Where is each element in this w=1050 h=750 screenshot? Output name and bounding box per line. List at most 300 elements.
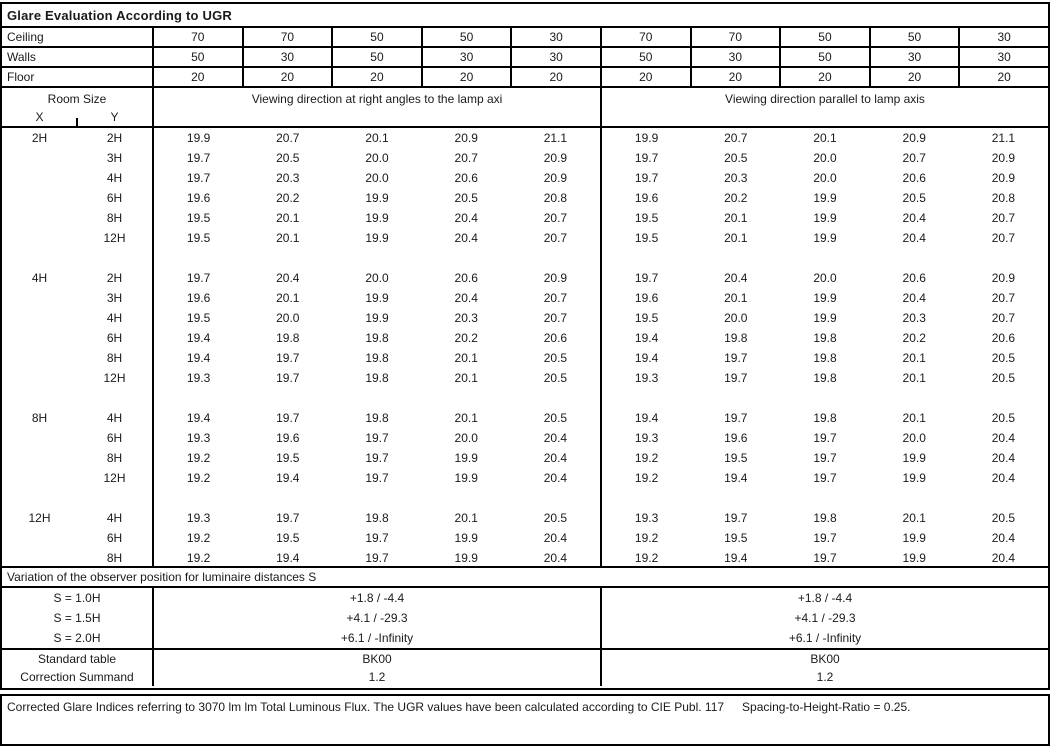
variation-label: S = 1.0H	[2, 588, 154, 608]
ugr-value: 20.1	[454, 511, 478, 525]
ugr-row	[154, 228, 600, 248]
ugr-value: 20.7	[991, 311, 1016, 325]
ugr-value: 19.8	[365, 371, 389, 385]
ugr-value: 20.1	[902, 351, 926, 365]
ugr-row	[602, 248, 1048, 268]
surface-value: 70	[692, 28, 782, 46]
ugr-value: 19.7	[365, 471, 389, 485]
ugr-value: 19.9	[365, 191, 389, 205]
ugr-value: 20.3	[276, 171, 300, 185]
room-size-row	[2, 308, 152, 328]
ugr-value: 19.9	[186, 131, 211, 145]
ugr-value: 20.7	[991, 231, 1016, 245]
room-y-label: 4H	[106, 511, 123, 525]
xy-divider-tick	[76, 118, 78, 126]
ugr-row	[602, 468, 1048, 488]
ugr-value: 19.7	[276, 511, 300, 525]
surface-value: 20	[781, 68, 871, 86]
variation-rows	[2, 588, 1048, 648]
ugr-value: 20.0	[813, 271, 837, 285]
ugr-row	[154, 548, 600, 568]
ugr-value: 19.9	[454, 551, 478, 565]
ugr-value: 20.7	[543, 311, 568, 325]
ugr-value: 19.3	[186, 511, 211, 525]
table-header-row	[2, 88, 1048, 128]
summary-label: Standard table	[2, 650, 154, 668]
ugr-value: 19.2	[634, 551, 659, 565]
surface-value: 50	[333, 48, 423, 66]
ugr-value: 20.2	[454, 331, 478, 345]
ugr-value: 20.5	[454, 191, 478, 205]
room-size-row	[2, 548, 152, 568]
ugr-value: 20.1	[813, 131, 837, 145]
ugr-value: 19.8	[365, 351, 389, 365]
ugr-value: 20.4	[276, 271, 300, 285]
surface-rows	[2, 28, 1048, 88]
ugr-value: 20.4	[543, 471, 568, 485]
ugr-value: 20.4	[454, 231, 478, 245]
room-size-row	[2, 348, 152, 368]
footer-text: Corrected Glare Indices referring to 3070 lm lm Total Luminous Flux. The UGR values have been calculated according to CIE Publ. 117	[7, 700, 725, 714]
ugr-value: 20.0	[365, 151, 389, 165]
ugr-value: 21.1	[991, 131, 1016, 145]
ugr-value: 20.4	[902, 211, 926, 225]
ugr-value: 20.4	[543, 431, 568, 445]
surface-value: 30	[512, 28, 602, 46]
ugr-value: 20.2	[724, 191, 748, 205]
ugr-value: 20.5	[991, 371, 1016, 385]
ugr-values-left-half	[154, 128, 602, 566]
ugr-value: 19.8	[813, 331, 837, 345]
ugr-value: 20.5	[543, 411, 568, 425]
ugr-value: 19.9	[902, 471, 926, 485]
surface-value: 70	[244, 28, 334, 46]
ugr-value: 20.3	[454, 311, 478, 325]
ugr-value: 19.5	[276, 531, 300, 545]
ugr-row	[602, 428, 1048, 448]
ugr-value: 19.4	[634, 411, 659, 425]
ugr-value: 20.7	[276, 131, 300, 145]
ugr-value: 19.7	[365, 451, 389, 465]
room-y-label: 4H	[106, 171, 123, 185]
ugr-row	[154, 308, 600, 328]
room-size-row	[2, 528, 152, 548]
ugr-value: 20.5	[543, 511, 568, 525]
ugr-value: 19.4	[276, 471, 300, 485]
ugr-value: 20.9	[902, 131, 926, 145]
ugr-value: 20.8	[543, 191, 568, 205]
ugr-row	[154, 508, 600, 528]
ugr-row	[154, 268, 600, 288]
ugr-value: 20.7	[543, 291, 568, 305]
ugr-value: 20.4	[902, 231, 926, 245]
room-y-label: 6H	[106, 331, 123, 345]
ugr-value: 20.1	[276, 291, 300, 305]
ugr-value: 19.2	[186, 531, 211, 545]
surface-value: 50	[602, 48, 692, 66]
ugr-row	[602, 208, 1048, 228]
summary-row	[2, 650, 1048, 668]
ugr-value: 19.9	[813, 191, 837, 205]
ugr-value: 19.9	[634, 131, 659, 145]
ugr-value: 19.2	[186, 551, 211, 565]
ugr-row	[154, 448, 600, 468]
ugr-value: 19.4	[724, 471, 748, 485]
room-size-row	[2, 488, 152, 508]
ugr-value: 20.7	[543, 211, 568, 225]
ugr-value: 19.6	[634, 191, 659, 205]
room-y-label: 8H	[106, 351, 123, 365]
ugr-value: 20.7	[991, 291, 1016, 305]
ugr-row	[154, 208, 600, 228]
surface-value: 20	[333, 68, 423, 86]
room-x-label: 2H	[31, 131, 48, 145]
ugr-value: 20.1	[454, 371, 478, 385]
ugr-row	[602, 228, 1048, 248]
ugr-row	[602, 288, 1048, 308]
ugr-value: 19.9	[902, 551, 926, 565]
ugr-value: 20.0	[365, 171, 389, 185]
ugr-value: 19.5	[724, 451, 748, 465]
ugr-value: 20.0	[902, 431, 926, 445]
ugr-value: 20.4	[991, 531, 1016, 545]
ugr-value: 21.1	[543, 131, 568, 145]
ugr-value: 19.9	[365, 231, 389, 245]
footer-note	[0, 694, 1050, 746]
room-y-label: 6H	[106, 191, 123, 205]
ugr-value: 20.1	[724, 211, 748, 225]
table-title: Glare Evaluation According to UGR	[2, 4, 1048, 28]
surface-value: 50	[333, 28, 423, 46]
ugr-value: 20.3	[902, 311, 926, 325]
variation-value-left: +4.1 / -29.3	[154, 608, 602, 628]
ugr-value: 20.6	[902, 171, 926, 185]
ugr-value: 19.5	[186, 231, 211, 245]
ugr-row	[602, 368, 1048, 388]
room-x-label: 8H	[31, 411, 48, 425]
ugr-value: 20.0	[454, 431, 478, 445]
surface-value: 50	[781, 48, 871, 66]
ugr-value: 20.9	[454, 131, 478, 145]
ugr-value: 20.4	[991, 431, 1016, 445]
ugr-row	[154, 128, 600, 148]
ugr-data-area	[2, 128, 1048, 568]
surface-label: Floor	[2, 68, 154, 86]
room-size-row	[2, 408, 152, 428]
ugr-row	[602, 188, 1048, 208]
ugr-value: 20.7	[543, 231, 568, 245]
surface-value: 50	[423, 28, 513, 46]
ugr-value: 19.9	[454, 471, 478, 485]
summary-rows	[2, 648, 1048, 688]
room-y-label: 6H	[106, 531, 123, 545]
room-size-row	[2, 168, 152, 188]
ugr-value: 19.8	[813, 351, 837, 365]
surface-value: 30	[692, 48, 782, 66]
ugr-value: 19.8	[813, 511, 837, 525]
ugr-value: 19.3	[634, 371, 659, 385]
ugr-value: 19.5	[724, 531, 748, 545]
ugr-value: 19.9	[902, 451, 926, 465]
surface-row	[2, 48, 1048, 68]
ugr-value: 19.7	[724, 411, 748, 425]
room-size-header	[2, 88, 154, 126]
surface-value: 20	[692, 68, 782, 86]
ugr-value: 20.6	[543, 331, 568, 345]
ugr-row	[154, 348, 600, 368]
variation-value-right: +4.1 / -29.3	[794, 611, 856, 625]
ugr-row	[154, 428, 600, 448]
ugr-value: 20.1	[454, 351, 478, 365]
room-size-label: Room Size	[47, 92, 107, 106]
ugr-value: 20.7	[724, 131, 748, 145]
ugr-value: 19.3	[186, 431, 211, 445]
surface-value: 30	[997, 30, 1011, 44]
ugr-value: 19.8	[365, 411, 389, 425]
ugr-value: 20.2	[902, 331, 926, 345]
surface-value: 20	[997, 70, 1011, 84]
ugr-row	[154, 188, 600, 208]
ugr-row	[602, 128, 1048, 148]
surface-row	[2, 68, 1048, 88]
surface-value: 50	[871, 28, 961, 46]
ugr-value: 19.5	[186, 211, 211, 225]
room-size-row	[2, 128, 152, 148]
ugr-row	[602, 508, 1048, 528]
ugr-value: 19.8	[813, 411, 837, 425]
ugr-row	[154, 408, 600, 428]
ugr-value: 19.7	[724, 351, 748, 365]
ugr-row	[154, 488, 600, 508]
ugr-value: 19.7	[724, 511, 748, 525]
surface-value: 20	[423, 68, 513, 86]
ugr-value: 19.6	[276, 431, 300, 445]
ugr-value: 20.8	[991, 191, 1016, 205]
ugr-row	[602, 148, 1048, 168]
ugr-value: 20.5	[543, 351, 568, 365]
ugr-value: 20.4	[454, 211, 478, 225]
surface-value: 70	[154, 28, 244, 46]
ugr-value: 20.9	[991, 271, 1016, 285]
room-size-row	[2, 388, 152, 408]
ugr-value: 19.3	[634, 511, 659, 525]
ugr-table	[0, 2, 1050, 690]
ugr-value: 19.5	[634, 211, 659, 225]
ugr-value: 19.4	[724, 551, 748, 565]
room-y-label: 12H	[103, 371, 126, 385]
ugr-value: 20.9	[543, 271, 568, 285]
ugr-value: 19.9	[813, 311, 837, 325]
summary-label: Correction Summand	[2, 668, 154, 686]
ugr-value: 20.5	[902, 191, 926, 205]
ugr-value: 19.7	[813, 451, 837, 465]
ugr-value: 19.4	[186, 331, 211, 345]
room-size-row	[2, 288, 152, 308]
ugr-value: 19.2	[186, 471, 211, 485]
ugr-value: 19.5	[634, 311, 659, 325]
ugr-value: 20.5	[991, 351, 1016, 365]
room-size-row	[2, 428, 152, 448]
summary-value-left: 1.2	[154, 668, 602, 686]
surface-value: 30	[871, 48, 961, 66]
variation-row	[2, 628, 1048, 648]
room-y-label: 12H	[103, 231, 126, 245]
summary-row	[2, 668, 1048, 686]
room-size-row	[2, 468, 152, 488]
room-size-row	[2, 188, 152, 208]
footer-ratio-text: Spacing-to-Height-Ratio = 0.25.	[742, 700, 911, 714]
ugr-value: 20.6	[454, 271, 478, 285]
ugr-value: 20.4	[991, 451, 1016, 465]
ugr-value: 20.4	[543, 551, 568, 565]
ugr-row	[602, 388, 1048, 408]
ugr-value: 20.5	[543, 371, 568, 385]
ugr-value: 20.9	[991, 151, 1016, 165]
ugr-row	[154, 468, 600, 488]
ugr-value: 19.7	[634, 271, 659, 285]
ugr-value: 19.7	[365, 531, 389, 545]
ugr-value: 19.5	[634, 231, 659, 245]
surface-label: Ceiling	[2, 28, 154, 46]
ugr-value: 19.7	[276, 351, 300, 365]
ugr-value: 19.9	[365, 291, 389, 305]
ugr-row	[602, 488, 1048, 508]
ugr-row	[154, 368, 600, 388]
ugr-row	[602, 348, 1048, 368]
room-size-row	[2, 508, 152, 528]
viewing-direction-left-header: Viewing direction at right angles to the lamp axi	[154, 88, 602, 126]
ugr-value: 19.9	[365, 211, 389, 225]
ugr-value: 20.0	[724, 311, 748, 325]
ugr-value: 19.9	[813, 211, 837, 225]
ugr-value: 19.7	[813, 551, 837, 565]
ugr-value: 20.7	[991, 211, 1016, 225]
room-x-label: 12H	[28, 511, 51, 525]
viewing-direction-right-header: Viewing direction parallel to lamp axis	[725, 92, 925, 106]
ugr-value: 19.3	[634, 431, 659, 445]
variation-label: S = 2.0H	[2, 628, 154, 648]
ugr-value: 20.1	[276, 211, 300, 225]
ugr-row	[154, 148, 600, 168]
ugr-value: 19.7	[813, 531, 837, 545]
room-y-label: 8H	[106, 551, 123, 565]
ugr-value: 20.9	[991, 171, 1016, 185]
ugr-value: 19.4	[634, 331, 659, 345]
ugr-value: 19.7	[186, 271, 211, 285]
ugr-value: 20.6	[454, 171, 478, 185]
ugr-row	[602, 548, 1048, 568]
ugr-value: 20.7	[902, 151, 926, 165]
ugr-value: 19.8	[365, 511, 389, 525]
ugr-value: 20.2	[276, 191, 300, 205]
ugr-value: 20.1	[724, 291, 748, 305]
surface-value: 30	[512, 48, 602, 66]
surface-value: 50	[781, 28, 871, 46]
room-size-row	[2, 228, 152, 248]
ugr-value: 20.1	[902, 411, 926, 425]
room-y-label: 2H	[106, 131, 123, 145]
ugr-value: 20.4	[991, 471, 1016, 485]
room-y-label: 4H	[106, 311, 123, 325]
ugr-value: 20.0	[276, 311, 300, 325]
ugr-value: 20.4	[902, 291, 926, 305]
surface-value: 20	[871, 68, 961, 86]
x-column-label: X	[35, 110, 44, 124]
surface-label: Walls	[2, 48, 154, 66]
ugr-value: 19.4	[186, 351, 211, 365]
room-y-label: 4H	[106, 411, 123, 425]
surface-value: 20	[244, 68, 334, 86]
variation-section-header: Variation of the observer position for luminaire distances S	[2, 568, 1048, 588]
y-column-label: Y	[110, 110, 119, 124]
ugr-row	[602, 448, 1048, 468]
surface-row	[2, 28, 1048, 48]
ugr-value: 19.4	[276, 551, 300, 565]
room-y-label: 6H	[106, 431, 123, 445]
ugr-value: 19.7	[724, 371, 748, 385]
ugr-value: 19.8	[276, 331, 300, 345]
variation-label: S = 1.5H	[2, 608, 154, 628]
surface-value: 30	[997, 50, 1011, 64]
surface-value: 20	[154, 68, 244, 86]
ugr-value: 19.8	[813, 371, 837, 385]
ugr-value: 19.7	[365, 431, 389, 445]
variation-value-left: +6.1 / -Infinity	[154, 628, 602, 648]
summary-value-right: BK00	[810, 652, 840, 666]
ugr-value: 20.3	[724, 171, 748, 185]
ugr-row	[154, 168, 600, 188]
ugr-row	[602, 268, 1048, 288]
ugr-value: 20.4	[991, 551, 1016, 565]
ugr-value: 19.9	[813, 291, 837, 305]
room-size-row	[2, 368, 152, 388]
ugr-value: 19.9	[454, 531, 478, 545]
ugr-value: 20.1	[454, 411, 478, 425]
ugr-row	[602, 528, 1048, 548]
room-size-row	[2, 248, 152, 268]
ugr-value: 19.9	[902, 531, 926, 545]
ugr-value: 20.4	[454, 291, 478, 305]
variation-value-right: +6.1 / -Infinity	[788, 631, 862, 645]
ugr-value: 19.4	[634, 351, 659, 365]
ugr-value: 19.2	[634, 471, 659, 485]
ugr-value: 19.7	[186, 151, 211, 165]
surface-value: 20	[602, 68, 692, 86]
ugr-value: 20.5	[724, 151, 748, 165]
room-y-label: 2H	[106, 271, 123, 285]
ugr-value: 20.4	[543, 531, 568, 545]
summary-value-right: 1.2	[816, 670, 834, 684]
ugr-value: 19.7	[276, 411, 300, 425]
variation-value-left: +1.8 / -4.4	[154, 588, 602, 608]
ugr-value: 19.7	[813, 471, 837, 485]
ugr-value: 19.4	[186, 411, 211, 425]
ugr-value: 19.7	[634, 151, 659, 165]
variation-row	[2, 608, 1048, 628]
ugr-row	[154, 528, 600, 548]
ugr-value: 19.9	[365, 311, 389, 325]
ugr-value: 20.5	[991, 411, 1016, 425]
ugr-value: 19.7	[365, 551, 389, 565]
ugr-value: 20.6	[902, 271, 926, 285]
ugr-values-right-half	[602, 128, 1048, 566]
ugr-value: 20.0	[813, 151, 837, 165]
ugr-value: 19.7	[634, 171, 659, 185]
ugr-value: 20.5	[276, 151, 300, 165]
ugr-value: 19.6	[186, 191, 211, 205]
ugr-value: 19.5	[276, 451, 300, 465]
surface-value: 50	[154, 48, 244, 66]
